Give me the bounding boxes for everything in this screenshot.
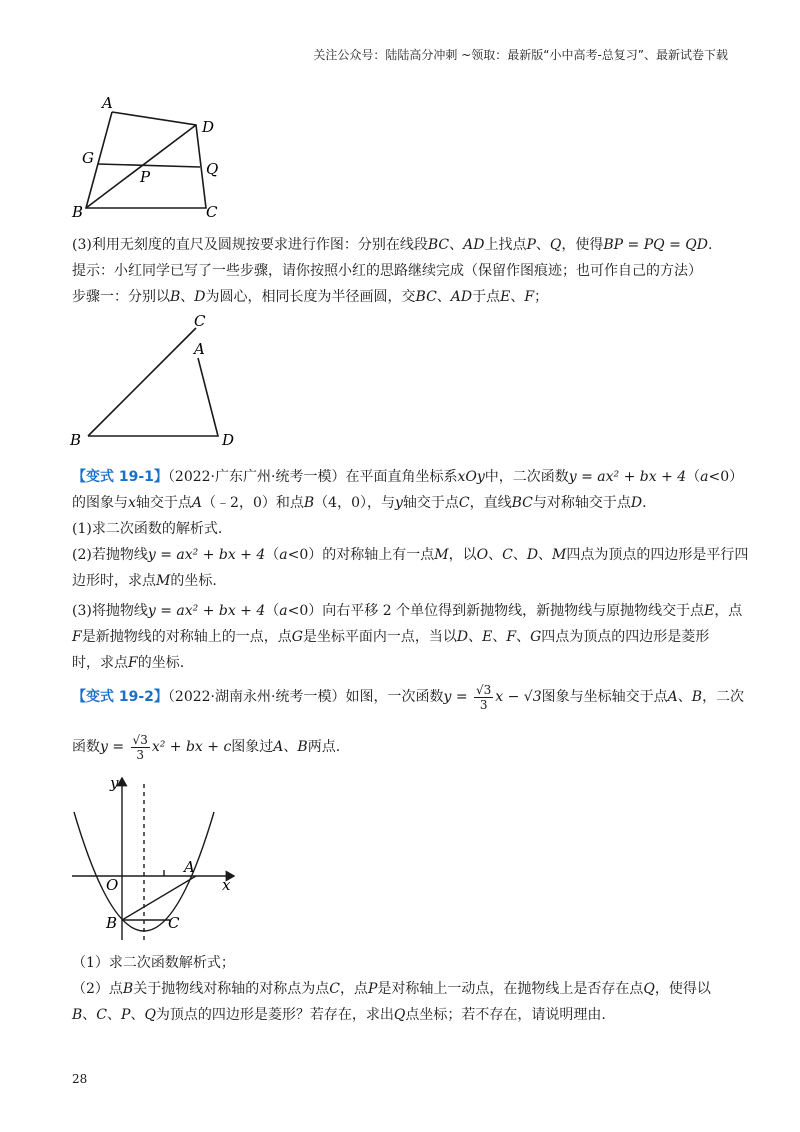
label-a: A — [184, 858, 195, 876]
label-x: x — [222, 876, 231, 894]
figure-quadrilateral-bcad — [66, 308, 246, 450]
part3-step1: 步骤一：分别以B、D为圆心，相同长度为半径画圆，交BC、AD于点E、F； — [72, 289, 549, 305]
figure-parabola — [66, 770, 246, 945]
label-c: C — [194, 312, 206, 330]
v191-tag: 【变式 19-1】 — [72, 469, 168, 485]
v192-q2-line1: （2）点B关于抛物线对称轴的对称点为点C，点P是对称轴上一动点，在抛物线上是否存在点Q，使得以 — [72, 981, 711, 997]
label-d: D — [202, 118, 215, 136]
fraction-sqrt3-over-3: $\frac{√3}{3}$ — [476, 682, 492, 712]
label-y: y — [110, 774, 119, 792]
v191-q2-line2: 边形时，求点M的坐标. — [72, 573, 217, 589]
v192-line1: 【变式 19-2】（2022·湖南永州·统考一模）如图，一次函数y = $\frac{√3}{3}$ x − √3图象与坐标轴交于点A、B，二次 — [72, 682, 745, 712]
v191-line2: 的图象与x轴交于点A（﹣2，0）和点B（4，0），与y轴交于点C，直线BC与对称轴交于点D. — [72, 495, 647, 511]
label-p: P — [140, 168, 151, 186]
label-b: B — [106, 914, 118, 932]
label-c: C — [206, 203, 218, 221]
v191-q3-line1: (3)将抛物线y = ax² + bx + 4（a<0）向右平移 2 个单位得到新抛物线，新抛物线与原抛物线交于点E，点 — [72, 603, 743, 619]
fraction-sqrt3-over-3: $\frac{√3}{3}$ — [132, 732, 148, 762]
label-b: B — [70, 431, 82, 449]
v191-q1: (1)求二次函数的解析式. — [72, 521, 223, 537]
page-number: 28 — [72, 1072, 88, 1086]
line-ab — [122, 876, 196, 920]
v191-q2-line1: (2)若抛物线y = ax² + bx + 4（a<0）的对称轴上有一点M，以O、C、D、M四点为顶点的四边形是平行四 — [72, 547, 749, 563]
v192-tag: 【变式 19-2】 — [72, 689, 168, 705]
label-g: G — [82, 149, 94, 167]
v191-q3-line3: 时，求点F的坐标. — [72, 655, 185, 671]
figure-quadrilateral-abcd — [70, 90, 240, 222]
page-header: 关注公众号：陆陆高分冲刺 ~领取：最新版“小中高考-总复习”、最新试卷下载 — [313, 48, 728, 62]
v192-q1: （1）求二次函数解析式； — [72, 955, 235, 971]
v191-line1: 【变式 19-1】（2022·广东广州·统考一模）在平面直角坐标系xOy中，二次函数y = ax² + bx + 4（a<0） — [72, 469, 744, 485]
label-a: A — [102, 94, 113, 112]
part3-line1: (3)利用无刻度的直尺及圆规按要求进行作图：分别在线段BC、AD上找点P、Q，使得BP = PQ = QD. — [72, 237, 713, 253]
label-b: B — [72, 203, 84, 221]
label-a: A — [194, 340, 205, 358]
label-o: O — [106, 876, 119, 894]
label-d: D — [222, 431, 235, 449]
label-q: Q — [206, 160, 219, 178]
segment-bc — [88, 328, 196, 436]
segment-gq — [98, 164, 200, 167]
v192-q2-line2: B、C、P、Q为顶点的四边形是菱形？若存在，求出Q点坐标；若不存在，请说明理由. — [72, 1007, 606, 1023]
label-c: C — [168, 914, 180, 932]
part3-hint: 提示：小红同学已写了一些步骤，请你按照小红的思路继续完成（保留作图痕迹；也可作自己的方法） — [72, 263, 702, 279]
v191-q3-line2: F是新抛物线的对称轴上的一点，点G是坐标平面内一点，当以D、E、F、G四点为顶点的四边形是菱形 — [72, 629, 710, 645]
segments-ad-db — [88, 358, 218, 436]
v192-line2: 函数y = $\frac{√3}{3}$ x² + bx + c图象过A、B两点. — [72, 732, 341, 762]
